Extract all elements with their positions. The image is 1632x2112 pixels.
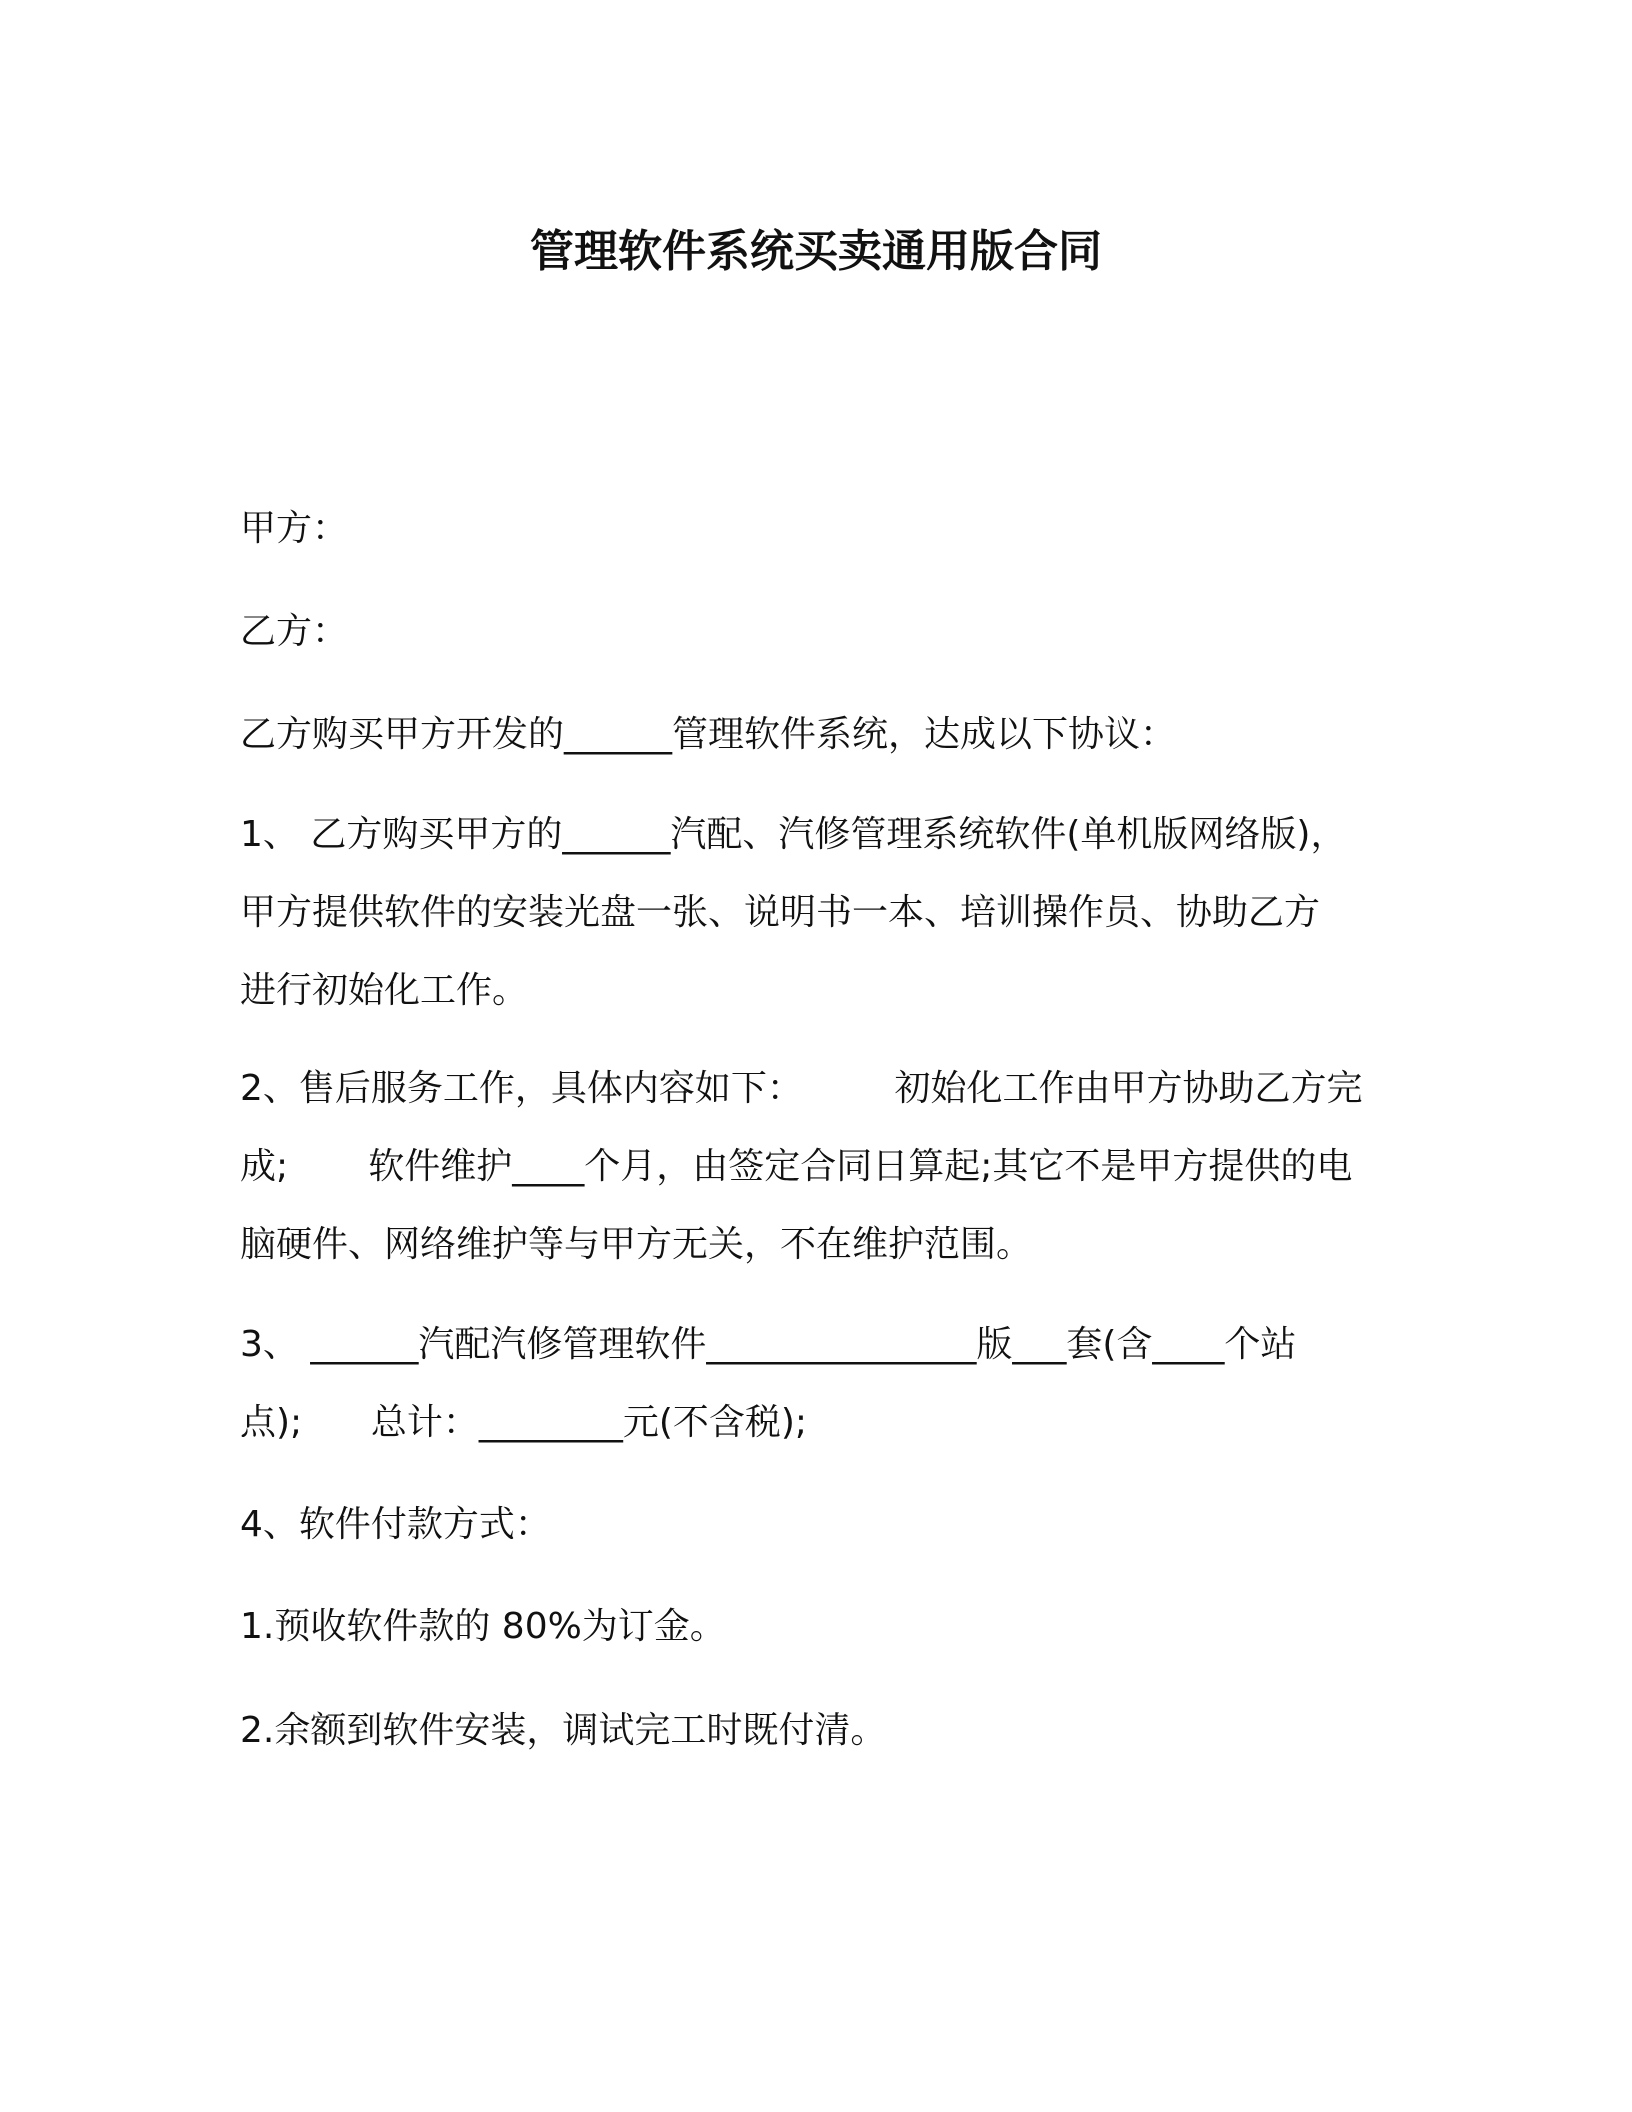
payment-item-2: 2.余额到软件安装，调试完工时既付清。 [240,1710,887,1751]
party-a-line: 甲方： [240,508,349,549]
intro-paragraph: 乙方购买甲方开发的______管理软件系统，达成以下协议： [240,714,1177,755]
clause-1-line: 进行初始化工作。 [240,970,529,1011]
clause-2-line: 2、售后服务工作，具体内容如下： 初始化工作由甲方协助乙方完 [240,1068,1363,1109]
clause-2 [240,1050,1400,1284]
clause-3-line: 3、 ______汽配汽修管理软件_______________版___套(含____个站 [240,1324,1297,1365]
payment-item-1: 1.预收软件款的 80%为订金。 [240,1606,726,1647]
clause-2-line: 脑硬件、网络维护等与甲方无关，不在维护范围。 [240,1224,1033,1265]
clause-1 [240,796,1400,1030]
clause-3 [240,1306,1400,1462]
party-b-line: 乙方： [240,611,349,652]
clause-1-line: 1、 乙方购买甲方的______汽配、汽修管理系统软件(单机版网络版)， [240,814,1347,855]
clause-3-line: 点); 总计：________元(不含税); [240,1402,808,1443]
clause-4: 4、软件付款方式： [240,1504,551,1545]
clause-2-line: 成; 软件维护____个月，由签定合同日算起;其它不是甲方提供的电 [240,1146,1353,1187]
document-title: 管理软件系统买卖通用版合同 [530,226,1102,277]
clause-1-line: 甲方提供软件的安装光盘一张、说明书一本、培训操作员、协助乙方 [240,892,1321,933]
